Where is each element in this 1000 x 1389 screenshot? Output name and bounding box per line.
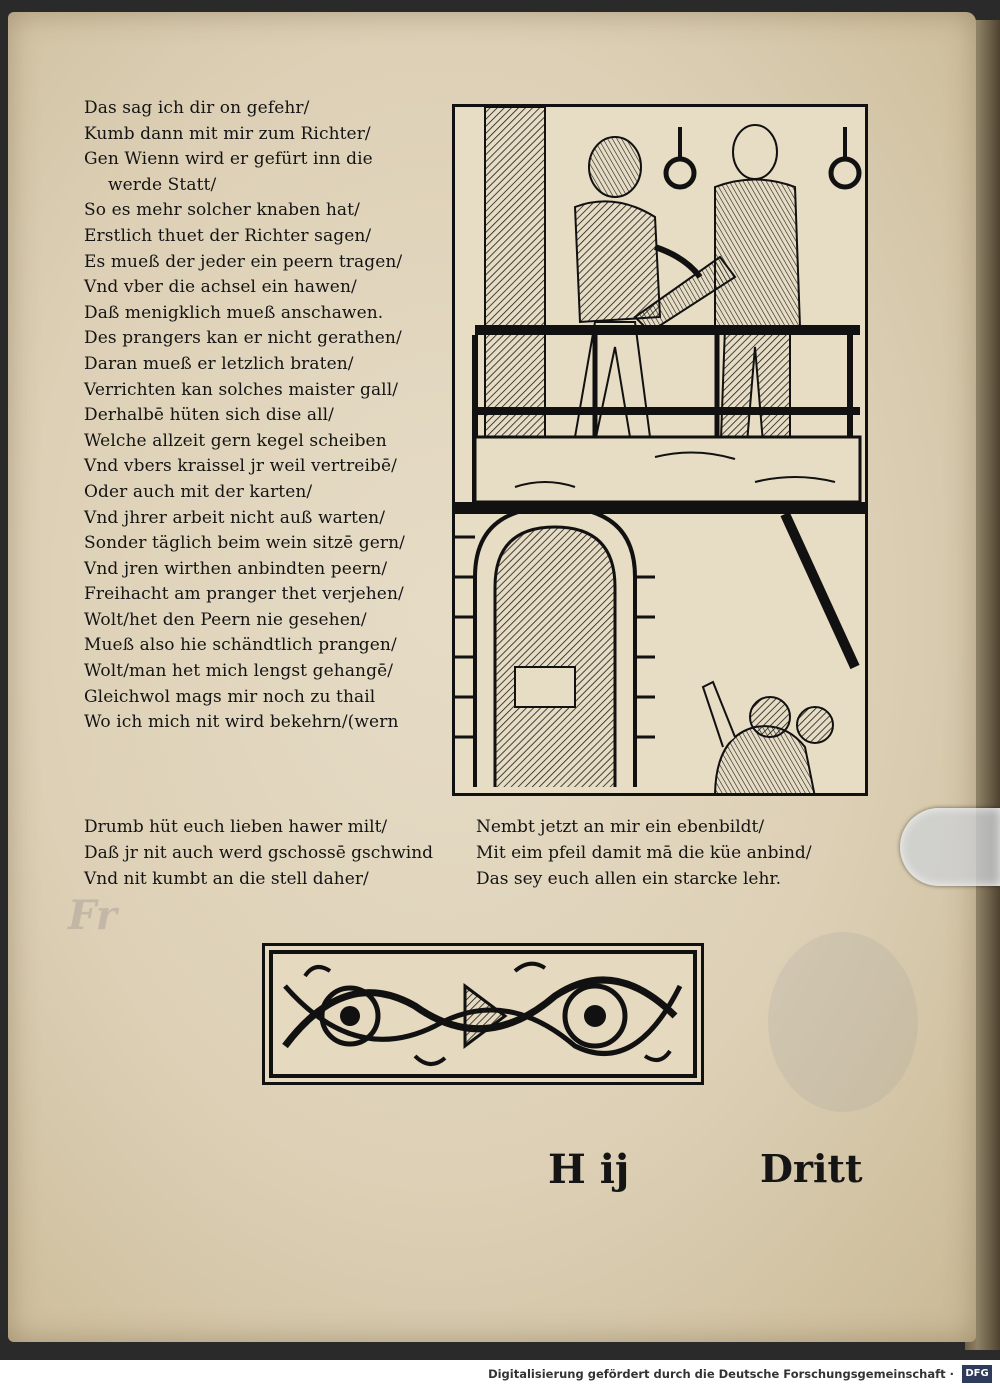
verse-line: Derhalbē hüten sich dise all/: [84, 405, 335, 426]
verse-line: Gen Wienn wird er gefürt inn die: [84, 149, 373, 170]
verse-line: Mueß also hie schändtlich prangen/: [84, 635, 397, 656]
closing-lines-right: [476, 814, 812, 892]
pillory-woodcut: [452, 104, 868, 796]
verse-line: Das sey euch allen ein starcke lehr.: [476, 869, 782, 889]
ornament-drawing: [265, 946, 701, 1082]
verse-line: Mit eim pfeil damit mā die küe anbind/: [476, 843, 812, 863]
verse-line: Freihacht am pranger thet verjehen/: [84, 584, 404, 605]
woodcut-drawing: [455, 107, 865, 793]
verse-line: Oder auch mit der karten/: [84, 481, 313, 502]
verse-line: Kumb dann mit mir zum Richter/: [84, 123, 371, 144]
verse-line: Nembt jetzt an mir ein ebenbildt/: [476, 817, 765, 837]
verse-line: Daß jr nit auch werd gschossē gschwind: [84, 843, 434, 863]
verse-line: Sonder täglich beim wein sitzē gern/: [84, 533, 405, 554]
bleed-through-ornament: [768, 932, 918, 1112]
verse-line: Daran mueß er letzlich braten/: [84, 353, 354, 374]
verse-line: Des prangers kan er nicht gerathen/: [84, 328, 402, 349]
verse-line: Vnd jren wirthen anbindten peern/: [84, 558, 388, 579]
verse-column: [84, 96, 454, 736]
verse-line: werde Statt/: [108, 174, 217, 195]
page-clip: [900, 808, 1000, 886]
verse-line: Vnd jhrer arbeit nicht auß warten/: [84, 507, 386, 528]
verse-line: Vnd nit kumbt an die stell daher/: [84, 869, 369, 889]
verse-line: Daß menigklich mueß anschawen.: [84, 302, 384, 323]
signature-mark: H ij: [548, 1146, 630, 1193]
catchword: Dritt: [760, 1146, 863, 1191]
verse-line: Erstlich thuet der Richter sagen/: [84, 225, 372, 246]
verse-line: Wolt/het den Peern nie gesehen/: [84, 609, 367, 630]
verse-line: Das sag ich dir on gefehr/: [84, 98, 310, 118]
floral-ornament: [262, 943, 704, 1085]
funding-credit: Digitalisierung gefördert durch die Deutsche Forschungsgemeinschaft ·: [488, 1367, 954, 1381]
digitization-footer: [0, 1360, 1000, 1389]
closing-lines-left: [84, 814, 433, 892]
verse-line: Wo ich mich nit wird bekehrn/(wern: [84, 712, 399, 733]
verse-line: Welche allzeit gern kegel scheiben: [84, 430, 387, 451]
verse-line: Verrichten kan solches maister gall/: [84, 379, 399, 400]
verse-line: Gleichwol mags mir noch zu thail: [84, 686, 376, 707]
verse-line: Wolt/man het mich lengst gehangē/: [84, 661, 394, 682]
verse-line: So es mehr solcher knaben hat/: [84, 200, 360, 221]
bleed-through-text: Fr: [68, 892, 117, 939]
verse-line: Drumb hüt euch lieben hawer milt/: [84, 817, 388, 837]
verse-line: Es mueß der jeder ein peern tragen/: [84, 251, 403, 272]
verse-line: Vnd vber die achsel ein hawen/: [84, 277, 357, 298]
verse-line: Vnd vbers kraissel jr weil vertreibē/: [84, 456, 397, 477]
dfg-logo: DFG: [962, 1365, 992, 1383]
